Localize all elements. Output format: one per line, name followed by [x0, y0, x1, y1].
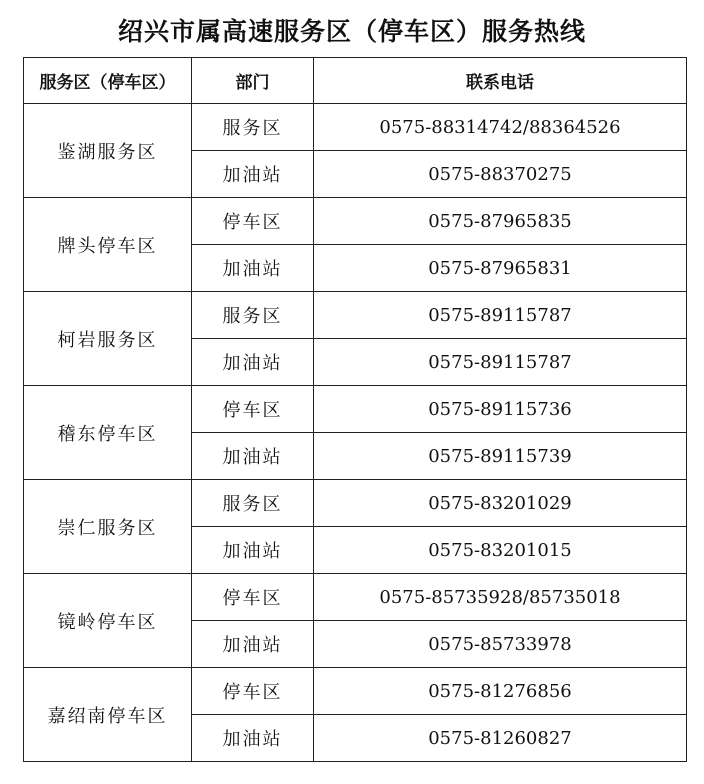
phone-cell: 0575-85733978	[314, 621, 687, 668]
phone-cell: 0575-89115787	[314, 339, 687, 386]
table-row	[24, 292, 687, 339]
header-area: 服务区（停车区）	[24, 58, 192, 104]
hotline-table	[23, 57, 687, 762]
phone-cell: 0575-88370275	[314, 151, 687, 198]
phone-cell: 0575-83201029	[314, 480, 687, 527]
area-name: 崇仁服务区	[24, 480, 192, 574]
phone-cell: 0575-88314742/88364526	[314, 104, 687, 151]
dept-cell: 加油站	[192, 715, 314, 762]
phone-cell: 0575-89115739	[314, 433, 687, 480]
phone-cell: 0575-89115787	[314, 292, 687, 339]
phone-cell: 0575-81260827	[314, 715, 687, 762]
dept-cell: 服务区	[192, 104, 314, 151]
table-header-row	[24, 58, 687, 104]
dept-cell: 服务区	[192, 480, 314, 527]
area-name: 鉴湖服务区	[24, 104, 192, 198]
table-row	[24, 668, 687, 715]
dept-cell: 服务区	[192, 292, 314, 339]
area-name: 稽东停车区	[24, 386, 192, 480]
dept-cell: 加油站	[192, 621, 314, 668]
header-dept: 部门	[192, 58, 314, 104]
dept-cell: 加油站	[192, 339, 314, 386]
dept-cell: 停车区	[192, 198, 314, 245]
phone-cell: 0575-85735928/85735018	[314, 574, 687, 621]
dept-cell: 停车区	[192, 668, 314, 715]
phone-cell: 0575-83201015	[314, 527, 687, 574]
phone-cell: 0575-87965835	[314, 198, 687, 245]
phone-cell: 0575-89115736	[314, 386, 687, 433]
dept-cell: 加油站	[192, 151, 314, 198]
page-title: 绍兴市属高速服务区（停车区）服务热线	[117, 17, 586, 46]
phone-cell: 0575-87965831	[314, 245, 687, 292]
dept-cell: 停车区	[192, 386, 314, 433]
area-name: 牌头停车区	[24, 198, 192, 292]
header-phone: 联系电话	[314, 58, 687, 104]
area-name: 柯岩服务区	[24, 292, 192, 386]
table-row	[24, 104, 687, 151]
area-name: 嘉绍南停车区	[24, 668, 192, 762]
dept-cell: 停车区	[192, 574, 314, 621]
dept-cell: 加油站	[192, 433, 314, 480]
table-row	[24, 480, 687, 527]
dept-cell: 加油站	[192, 245, 314, 292]
dept-cell: 加油站	[192, 527, 314, 574]
table-row	[24, 386, 687, 433]
area-name: 镜岭停车区	[24, 574, 192, 668]
table-row	[24, 198, 687, 245]
table-row	[24, 574, 687, 621]
phone-cell: 0575-81276856	[314, 668, 687, 715]
